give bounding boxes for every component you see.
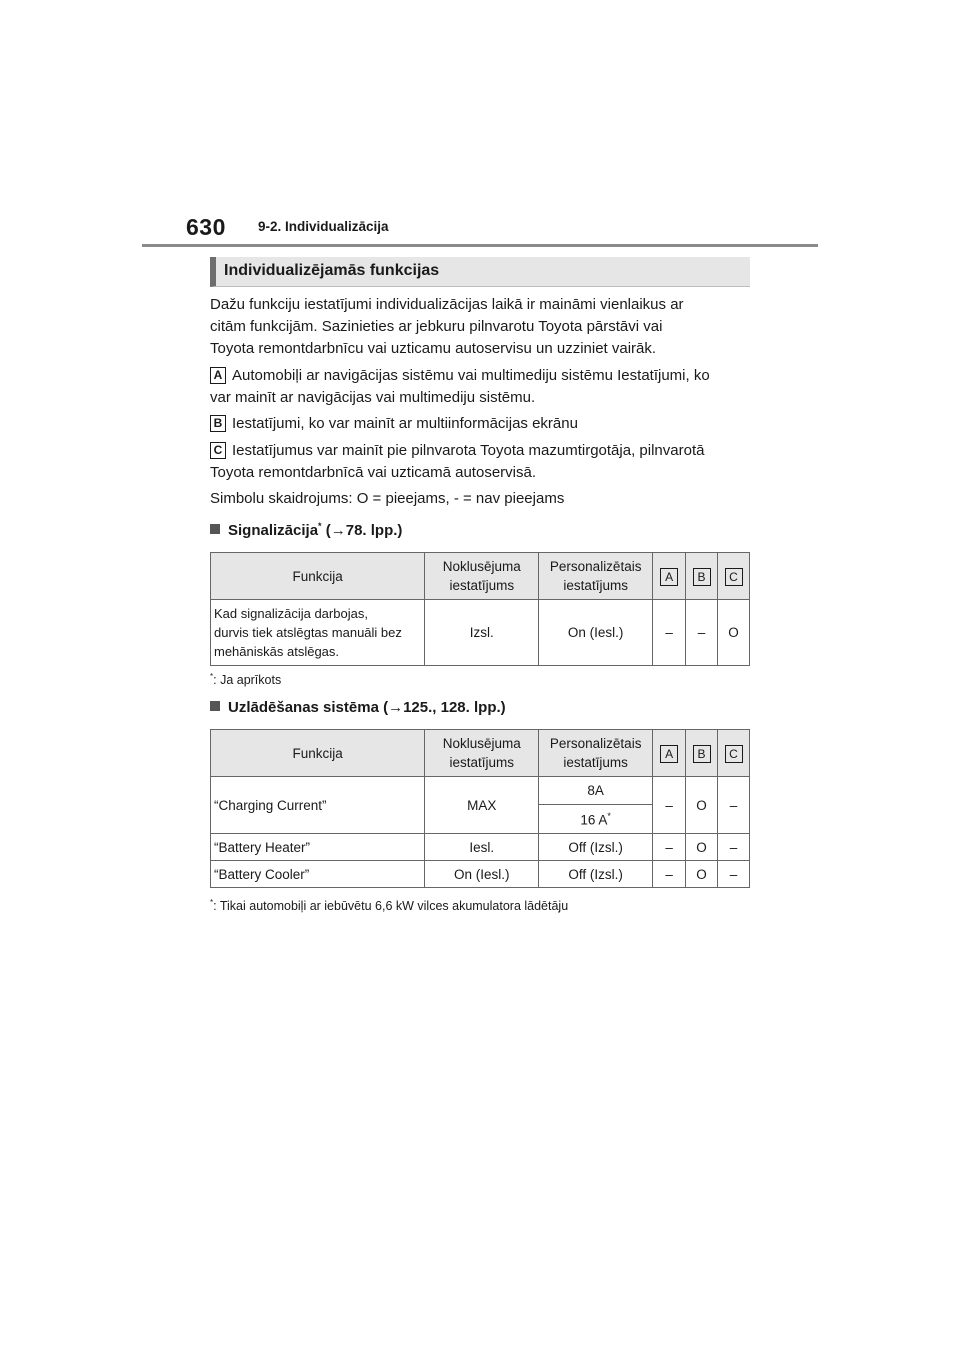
symbols-legend: Simbolu skaidrojums: O = pieejams, - = nav pieejams — [210, 490, 565, 507]
footnote-1-text: : Ja aprīkots — [213, 673, 282, 688]
col-default: Noklusējuma iestatījums — [425, 730, 539, 777]
cell-custom: 16 A* — [539, 805, 653, 834]
section-heading — [210, 257, 750, 287]
footnote-2-star: * — [210, 898, 214, 907]
footnote-2-text: : Tikai automobiļi ar iebūvētu 6,6 kW vilces akumulatora lādētāju — [213, 899, 569, 914]
signal-footnote-star: * — [318, 521, 322, 531]
col-custom: Personalizētais iestatījums — [539, 730, 653, 777]
square-bullet-icon — [210, 701, 220, 711]
signal-table — [210, 552, 750, 666]
col-a: A — [653, 730, 686, 777]
legend-b — [210, 413, 755, 435]
signal-ref: 78. lpp.) — [345, 522, 403, 539]
charge-table — [210, 729, 750, 888]
legend-b-text: Iestatījumi, ko var mainīt ar multiinformācijas ekrānu — [232, 415, 578, 432]
col-custom: Personalizētais iestatījums — [539, 553, 653, 600]
cell-custom: 8A — [539, 777, 653, 805]
page-number: 630 — [186, 214, 226, 240]
cell-function: “Battery Heater” — [211, 834, 425, 861]
cell-default: Izsl. — [425, 600, 539, 666]
cell-a: – — [653, 834, 686, 861]
col-a: A — [653, 553, 686, 600]
col-funkcija: Funkcija — [211, 730, 425, 777]
charge-ref: 125., 128. lpp.) — [403, 699, 506, 716]
marker-a: A — [210, 367, 226, 384]
footnote-1 — [210, 672, 281, 687]
cell-a: – — [653, 777, 686, 834]
signal-title: Signalizācija — [228, 522, 319, 539]
legend-a-line-1: Automobiļi ar navigācijas sistēmu vai multimediju sistēmu Iestatījumi, ko — [232, 367, 710, 384]
table-header-row — [211, 730, 750, 777]
cell-b: – — [686, 600, 718, 666]
legend-a-line-2: var mainīt ar navigācijas vai multimediju sistēmu. — [210, 389, 536, 406]
table-row — [211, 600, 750, 666]
table-header-row — [211, 553, 750, 600]
intro-line-1: Dažu funkciju iestatījumi individualizācijas laikā ir maināmi vienlaikus ar — [210, 296, 684, 313]
cell-b: O — [686, 861, 718, 888]
cell-a: – — [653, 861, 686, 888]
cell-function: “Charging Current” — [211, 777, 425, 834]
cell-default: MAX — [425, 777, 539, 834]
intro-paragraph — [210, 294, 755, 360]
arrow-icon: → — [388, 699, 404, 716]
cell-a: – — [653, 600, 686, 666]
footnote-1-star: * — [210, 672, 214, 681]
col-c: C — [718, 730, 750, 777]
cell-custom: Off (Izsl.) — [539, 861, 653, 888]
col-b: B — [686, 730, 718, 777]
cell-function: Kad signalizācija darbojas, durvis tiek atslēgtas manuāli bez mehāniskās atslēgas. — [211, 600, 425, 666]
intro-line-2: citām funkcijām. Sazinieties ar jebkuru pilnvarotu Toyota pārstāvi vai — [210, 318, 663, 335]
col-default: Noklusējuma iestatījums — [425, 553, 539, 600]
cell-c: – — [718, 834, 750, 861]
legend-c — [210, 440, 755, 484]
square-bullet-icon — [210, 524, 220, 534]
table-row — [211, 777, 750, 805]
cell-c: O — [718, 600, 750, 666]
col-b: B — [686, 553, 718, 600]
cell-c: – — [718, 861, 750, 888]
legend-a — [210, 365, 755, 409]
cell-custom: Off (Izsl.) — [539, 834, 653, 861]
cell-c: – — [718, 777, 750, 834]
col-funkcija: Funkcija — [211, 553, 425, 600]
chapter-title: 9-2. Individualizācija — [258, 219, 389, 234]
col-c: C — [718, 553, 750, 600]
legend-c-line-2: Toyota remontdarbnīcā vai uzticamā autoservisā. — [210, 464, 536, 481]
footnote-2 — [210, 898, 568, 913]
header-rule — [142, 244, 818, 247]
charge-subheading — [210, 699, 506, 716]
charge-title: Uzlādēšanas sistēma — [228, 699, 379, 716]
table-row — [211, 861, 750, 888]
marker-b: B — [210, 415, 226, 432]
cell-default: Iesl. — [425, 834, 539, 861]
table-row — [211, 834, 750, 861]
cell-default: On (Iesl.) — [425, 861, 539, 888]
cell-b: O — [686, 834, 718, 861]
signal-subheading — [210, 521, 402, 539]
cell-function: “Battery Cooler” — [211, 861, 425, 888]
intro-line-3: Toyota remontdarbnīcu vai uzticamu autoservisu un uzziniet vairāk. — [210, 340, 657, 357]
cell-custom: On (Iesl.) — [539, 600, 653, 666]
marker-c: C — [210, 442, 226, 459]
signal-ref-open: ( — [321, 522, 331, 539]
section-title: Individualizējamās funkcijas — [224, 262, 440, 279]
charge-ref-open: ( — [378, 699, 389, 716]
cell-b: O — [686, 777, 718, 834]
legend-c-line-1: Iestatījumus var mainīt pie pilnvarota Toyota mazumtirgotāja, pilnvarotā — [232, 442, 705, 459]
arrow-icon: → — [330, 522, 346, 539]
